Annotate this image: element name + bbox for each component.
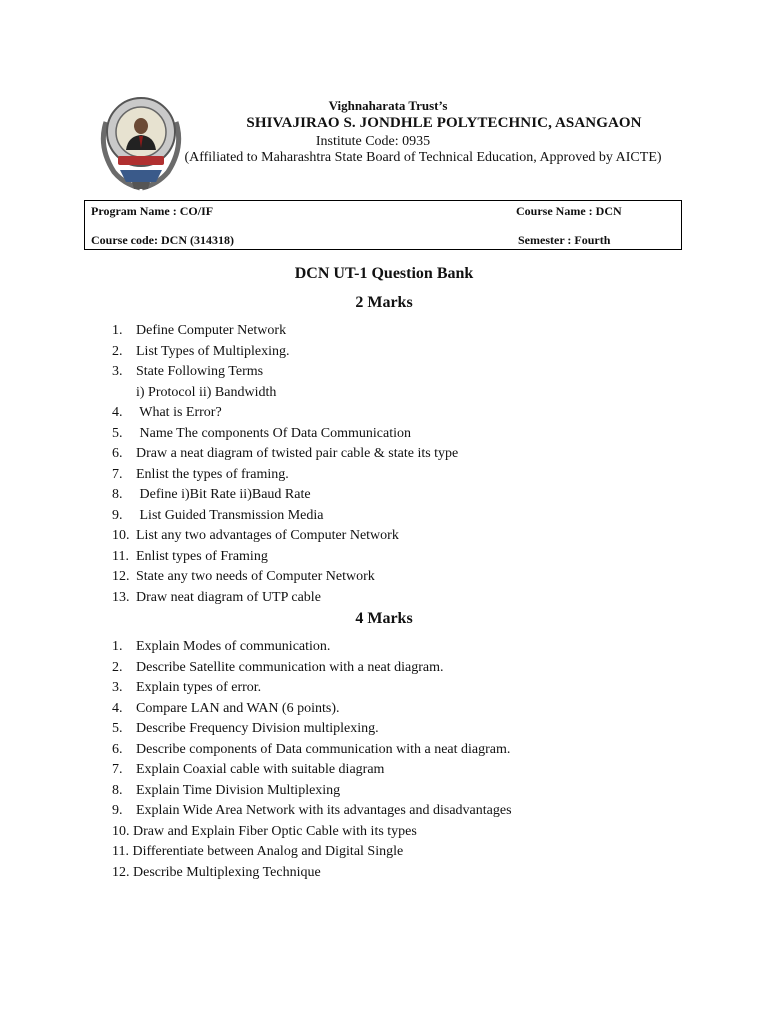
institute-name: SHIVAJIRAO S. JONDHLE POLYTECHNIC, ASANGAON xyxy=(246,115,642,131)
list-item: 3. State Following Terms xyxy=(112,364,264,379)
institute-code: Institute Code: 0935 xyxy=(315,134,431,149)
list-item: 1. Define Computer Network xyxy=(112,323,287,338)
course-info-box xyxy=(84,200,682,250)
list-item: 7. Explain Coaxial cable with suitable diagram xyxy=(112,762,385,777)
list-item: 5. Name The components Of Data Communication xyxy=(112,425,412,441)
list-item: 11. Differentiate between Analog and Digital Single xyxy=(112,844,404,859)
program-name: Program Name : CO/IF xyxy=(91,204,214,218)
trust-name: Vighnaharata Trust’s xyxy=(328,98,448,113)
list-item: 10. List any two advantages of Computer Network xyxy=(112,528,399,543)
list-item: 12. Describe Multiplexing Technique xyxy=(112,864,321,880)
list-item: 8. Define i)Bit Rate ii)Baud Rate xyxy=(112,487,311,502)
list-item: 13. Draw neat diagram of UTP cable xyxy=(112,589,321,605)
list-item: 2. List Types of Multiplexing. xyxy=(112,343,290,359)
semester: Semester : Fourth xyxy=(518,233,611,247)
list-item: 5. Describe Frequency Division multiplexing. xyxy=(112,721,379,736)
institute-emblem-logo xyxy=(96,92,186,194)
list-item: 10. Draw and Explain Fiber Optic Cable with its types xyxy=(112,823,417,839)
list-item: 6. Draw a neat diagram of twisted pair cable & state its type xyxy=(112,446,459,461)
course-name: Course Name : DCN xyxy=(516,204,622,218)
list-item: 9. Explain Wide Area Network with its advantages and disadvantages xyxy=(112,803,512,818)
list-item: 4. Compare LAN and WAN (6 points). xyxy=(112,700,340,716)
list-item: 11. Enlist types of Framing xyxy=(112,548,268,564)
list-item: 9. List Guided Transmission Media xyxy=(112,507,324,523)
list-item: 6. Describe components of Data communication with a neat diagram. xyxy=(112,741,511,757)
question-list-2-marks xyxy=(112,321,458,608)
list-item: 4. What is Error? xyxy=(112,405,222,420)
list-item: 8. Explain Time Division Multiplexing xyxy=(112,782,341,798)
list-item: 12. State any two needs of Computer Network xyxy=(112,569,375,584)
section-heading-4-marks: 4 Marks xyxy=(355,610,413,627)
list-item: 2. Describe Satellite communication with a neat diagram. xyxy=(112,659,444,675)
page-title: DCN UT-1 Question Bank xyxy=(294,265,474,282)
list-item: 7. Enlist the types of framing. xyxy=(112,466,289,482)
course-code: Course code: DCN (314318) xyxy=(91,233,234,247)
section-heading-2-marks: 2 Marks xyxy=(355,294,413,311)
list-item: 1. Explain Modes of communication. xyxy=(112,639,331,654)
question-list-4-marks xyxy=(112,637,512,883)
list-item: 3. Explain types of error. xyxy=(112,680,262,695)
list-item-sub: i) Protocol ii) Bandwidth xyxy=(136,384,277,400)
affiliation-note: (Affiliated to Maharashtra State Board of Technical Education, Approved by AICTE) xyxy=(184,150,662,165)
